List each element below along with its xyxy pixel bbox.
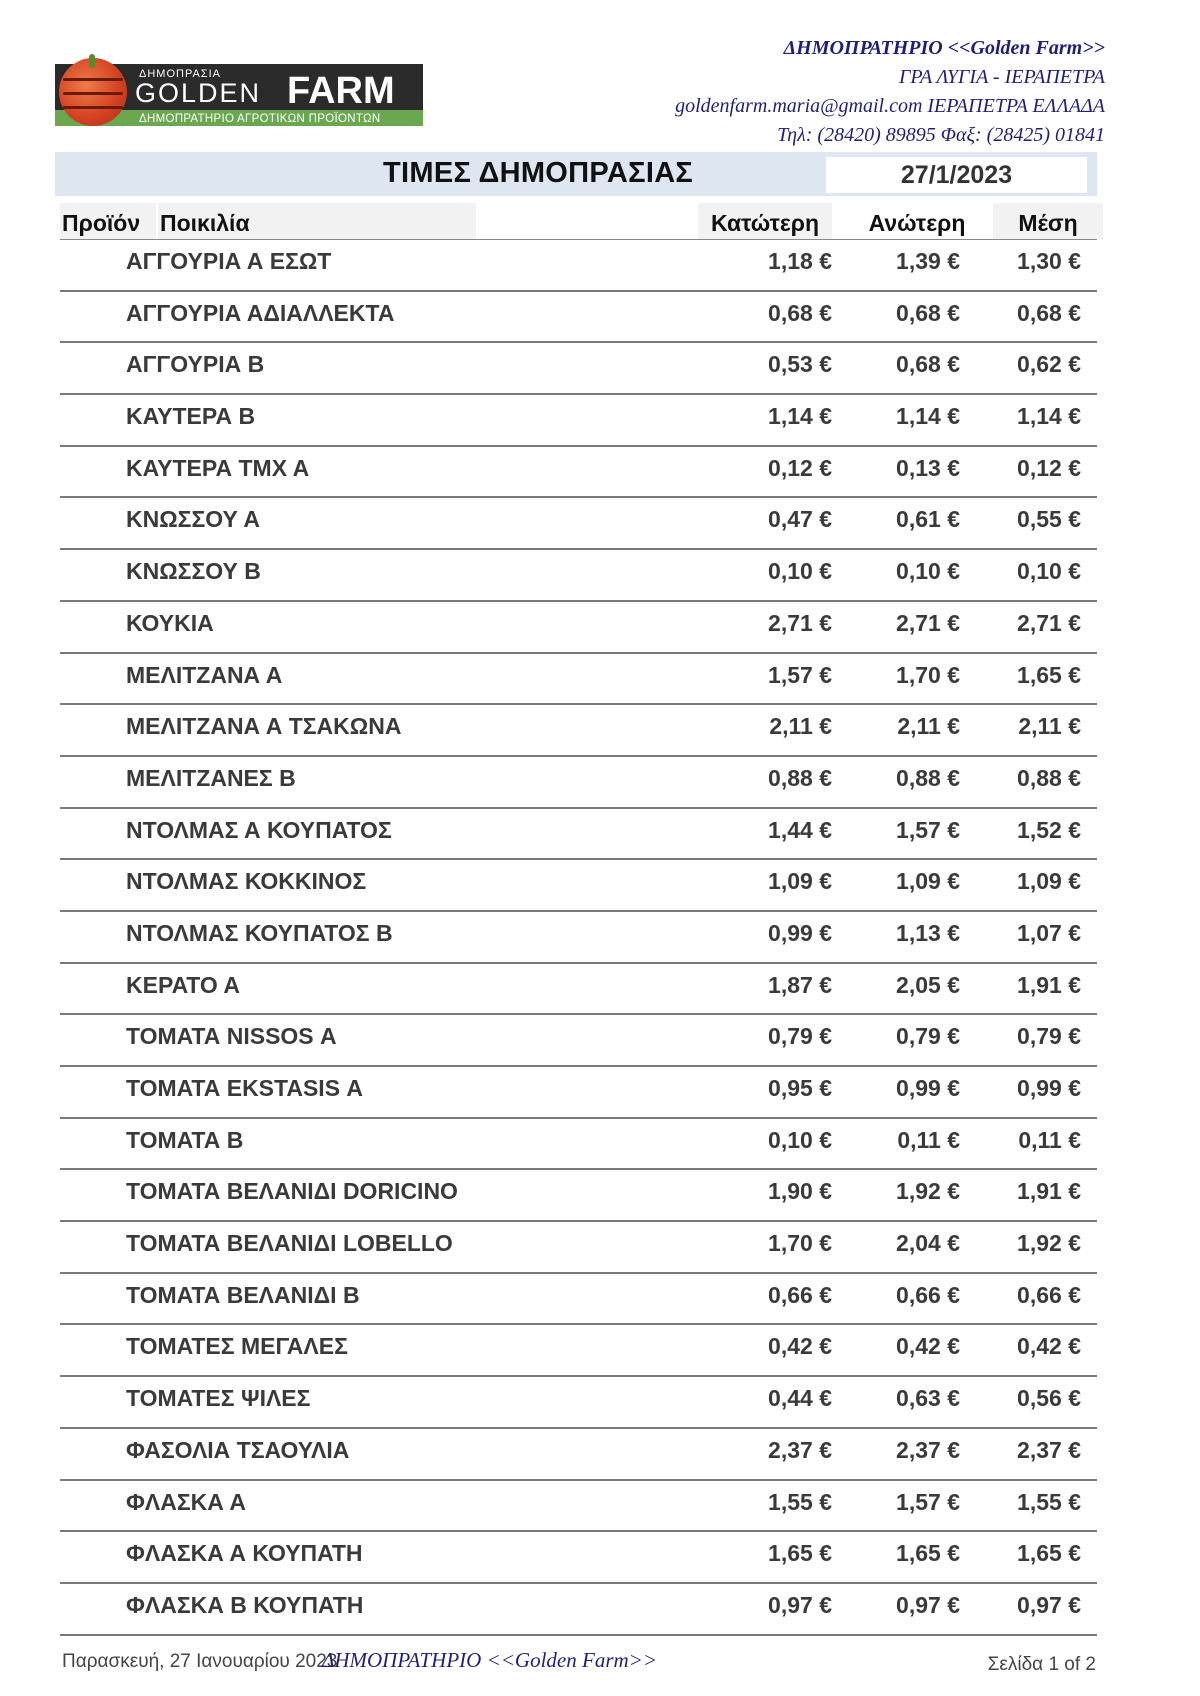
price-low: 1,55 €	[768, 1488, 832, 1515]
table-row	[60, 602, 1097, 654]
footer-date: Παρασκευή, 27 Ιανουαρίου 2023	[62, 1651, 338, 1672]
price-avg: 0,10 €	[1017, 558, 1081, 585]
price-table	[60, 240, 1097, 1636]
price-avg: 0,99 €	[1017, 1075, 1081, 1101]
column-header-variety: Ποικιλία	[158, 203, 476, 239]
price-avg: 1,07 €	[1017, 919, 1081, 946]
product-name: ΤΟΜΑΤΑ ΒΕΛΑΝΙΔΙ Β	[126, 1281, 360, 1308]
table-row	[60, 1119, 1097, 1171]
price-low: 1,87 €	[768, 971, 832, 998]
price-avg: 1,14 €	[1017, 403, 1081, 430]
column-header-low: Κατώτερη	[698, 203, 832, 239]
price-high: 0,61 €	[896, 506, 960, 533]
price-avg: 2,37 €	[1017, 1436, 1081, 1463]
product-name: ΤΟΜΑΤΕΣ ΨΙΛΕΣ	[126, 1385, 311, 1412]
price-avg: 2,71 €	[1017, 609, 1081, 636]
product-name: ΦΛΑΣΚΑ Β ΚΟΥΠΑΤΗ	[126, 1591, 364, 1618]
product-name: ΜΕΛΙΤΖΑΝΑ Α	[126, 661, 283, 688]
table-row	[60, 1584, 1097, 1636]
table-row	[60, 1429, 1097, 1481]
table-row	[60, 1481, 1097, 1533]
price-avg: 0,11 €	[1018, 1126, 1081, 1153]
table-row	[60, 292, 1097, 344]
table-row	[60, 498, 1097, 550]
product-name: ΚΝΩΣΣΟΥ Α	[126, 506, 261, 533]
price-avg: 0,56 €	[1017, 1385, 1081, 1412]
price-avg: 1,52 €	[1017, 816, 1081, 843]
price-high: 1,39 €	[896, 248, 960, 274]
price-high: 0,10 €	[896, 558, 960, 585]
table-row	[60, 654, 1097, 706]
price-avg: 0,12 €	[1017, 454, 1081, 481]
price-low: 0,88 €	[768, 764, 832, 791]
price-high: 0,63 €	[896, 1385, 960, 1412]
product-name: ΚΑΥΤΕΡΑ Β	[126, 403, 256, 430]
price-high: 0,68 €	[896, 351, 960, 378]
price-low: 0,95 €	[768, 1075, 832, 1101]
price-low: 2,71 €	[768, 609, 832, 636]
company-email-line: goldenfarm.maria@gmail.com ΙΕΡΑΠΕΤΡΑ ΕΛΛΑΔΑ	[675, 95, 1105, 117]
company-address-block	[675, 34, 1105, 150]
price-low: 1,18 €	[768, 248, 832, 274]
logo-brand-farm: FARM	[287, 70, 395, 112]
product-name: ΤΟΜΑΤΕΣ ΜΕΓΑΛΕΣ	[126, 1333, 348, 1360]
product-name: ΑΓΓΟΥΡΙΑ Β	[126, 351, 265, 378]
product-name: ΤΟΜΑΤΑ NISSOS Α	[126, 1023, 337, 1050]
price-low: 0,68 €	[768, 299, 832, 326]
price-high: 0,99 €	[896, 1075, 960, 1101]
price-high: 0,42 €	[896, 1333, 960, 1360]
table-row	[60, 1067, 1097, 1119]
table-row	[60, 1222, 1097, 1274]
footer-company: ΔΗΜΟΠΡΑΤΗΡΙΟ <<Golden Farm>>	[322, 1648, 658, 1672]
product-name: ΑΓΓΟΥΡΙΑ ΑΔΙΑΛΛΕΚΤΑ	[126, 299, 395, 326]
tomato-icon	[59, 58, 127, 126]
price-high: 1,92 €	[896, 1178, 960, 1205]
column-header-avg: Μέση	[993, 203, 1103, 239]
price-avg: 1,65 €	[1017, 661, 1081, 688]
product-name: ΜΕΛΙΤΖΑΝΕΣ Β	[126, 764, 296, 791]
price-low: 1,70 €	[768, 1230, 832, 1257]
table-row	[60, 1170, 1097, 1222]
price-low: 1,57 €	[768, 661, 832, 688]
column-header-high: Ανώτερη	[852, 203, 982, 239]
price-high: 0,97 €	[896, 1591, 960, 1618]
price-low: 0,97 €	[768, 1591, 832, 1618]
price-high: 2,37 €	[896, 1436, 960, 1463]
price-low: 0,44 €	[768, 1385, 832, 1412]
price-avg: 0,97 €	[1017, 1591, 1081, 1618]
product-name: ΚΕΡΑΤΟ Α	[126, 971, 240, 998]
price-avg: 1,91 €	[1017, 1178, 1081, 1205]
product-name: ΤΟΜΑΤΑ Β	[126, 1126, 244, 1153]
price-avg: 1,65 €	[1017, 1540, 1081, 1567]
table-row	[60, 1377, 1097, 1429]
price-low: 0,47 €	[768, 506, 832, 533]
price-avg: 1,91 €	[1017, 971, 1081, 998]
price-avg: 1,55 €	[1017, 1488, 1081, 1515]
price-avg: 0,55 €	[1017, 506, 1081, 533]
table-row	[60, 1015, 1097, 1067]
product-name: ΦΛΑΣΚΑ Α	[126, 1488, 246, 1515]
price-high: 1,70 €	[896, 661, 960, 688]
price-low: 1,44 €	[768, 816, 832, 843]
table-row	[60, 809, 1097, 861]
price-low: 0,10 €	[768, 1126, 832, 1153]
price-low: 2,37 €	[768, 1436, 832, 1463]
price-high: 2,05 €	[896, 971, 960, 998]
product-name: ΜΕΛΙΤΖΑΝΑ Α ΤΣΑΚΩΝΑ	[126, 713, 402, 740]
table-row	[60, 757, 1097, 809]
price-avg: 2,11 €	[1018, 713, 1081, 740]
price-low: 0,10 €	[768, 558, 832, 585]
product-name: ΚΟΥΚΙΑ	[126, 609, 214, 636]
price-high: 0,66 €	[896, 1281, 960, 1308]
column-header-product: Προϊόν	[60, 203, 156, 239]
price-high: 1,09 €	[896, 868, 960, 895]
price-high: 1,65 €	[896, 1540, 960, 1567]
logo-subtitle: ΔΗΜΟΠΡΑΤΗΡΙΟ ΑΓΡΟΤΙΚΩΝ ΠΡΟΪΟΝΤΩΝ	[139, 113, 381, 125]
tomato-stem-icon	[89, 54, 95, 68]
price-avg: 0,62 €	[1017, 351, 1081, 378]
price-low: 0,12 €	[768, 454, 832, 481]
table-row	[60, 1532, 1097, 1584]
price-low: 1,90 €	[768, 1178, 832, 1205]
price-low: 2,11 €	[769, 713, 832, 740]
price-low: 1,65 €	[768, 1540, 832, 1567]
price-high: 0,11 €	[897, 1126, 960, 1153]
price-avg: 0,79 €	[1017, 1023, 1081, 1050]
price-low: 0,99 €	[768, 919, 832, 946]
table-row	[60, 964, 1097, 1016]
price-high: 2,04 €	[896, 1230, 960, 1257]
product-name: ΦΑΣΟΛΙΑ ΤΣΑΟΥΛΙΑ	[126, 1436, 350, 1463]
price-low: 0,79 €	[768, 1023, 832, 1050]
product-name: ΝΤΟΛΜΑΣ ΚΟΥΠΑΤΟΣ Β	[126, 919, 393, 946]
product-name: ΚΝΩΣΣΟΥ Β	[126, 558, 261, 585]
price-low: 0,53 €	[768, 351, 832, 378]
table-row	[60, 550, 1097, 602]
company-name: ΔΗΜΟΠΡΑΤΗΡΙΟ <<Golden Farm>>	[783, 37, 1105, 59]
table-row	[60, 860, 1097, 912]
price-avg: 1,30 €	[1017, 248, 1081, 274]
price-low: 1,09 €	[768, 868, 832, 895]
table-row	[60, 447, 1097, 499]
price-high: 1,14 €	[896, 403, 960, 430]
product-name: ΑΓΓΟΥΡΙΑ Α ΕΣΩΤ	[126, 248, 332, 274]
price-low: 0,66 €	[768, 1281, 832, 1308]
product-name: ΝΤΟΛΜΑΣ ΚΟΚΚΙΝΟΣ	[126, 868, 367, 895]
price-high: 2,11 €	[897, 713, 960, 740]
price-low: 0,42 €	[768, 1333, 832, 1360]
table-row	[60, 240, 1097, 292]
footer-page-number: Σελίδα 1 of 2	[987, 1654, 1096, 1675]
logo-top-text: ΔΗΜΟΠΡΑΣΙΑ	[139, 68, 222, 80]
page-title: ΤΙΜΕΣ ΔΗΜΟΠΡΑΣΙΑΣ	[383, 157, 694, 189]
price-avg: 1,92 €	[1017, 1230, 1081, 1257]
logo-brand-golden: GOLDEN	[135, 78, 262, 108]
price-high: 2,71 €	[896, 609, 960, 636]
auction-date: 27/1/2023	[826, 157, 1087, 193]
product-name: ΤΟΜΑΤΑ ΒΕΛΑΝΙΔΙ LOBELLO	[126, 1230, 453, 1257]
company-location: ΓΡΑ ΛΥΓΙΑ - ΙΕΡΑΠΕΤΡΑ	[898, 66, 1105, 88]
price-high: 0,68 €	[896, 299, 960, 326]
price-avg: 0,42 €	[1017, 1333, 1081, 1360]
product-name: ΦΛΑΣΚΑ Α ΚΟΥΠΑΤΗ	[126, 1540, 363, 1567]
price-high: 1,57 €	[896, 1488, 960, 1515]
price-avg: 0,66 €	[1017, 1281, 1081, 1308]
price-high: 1,13 €	[896, 919, 960, 946]
company-phone-line: Τηλ: (28420) 89895 Φαξ: (28425) 01841	[777, 124, 1105, 146]
golden-farm-logo	[55, 52, 423, 126]
title-band	[55, 152, 1097, 196]
table-row	[60, 912, 1097, 964]
product-name: ΝΤΟΛΜΑΣ Α ΚΟΥΠΑΤΟΣ	[126, 816, 392, 843]
product-name: ΚΑΥΤΕΡΑ ΤΜΧ Α	[126, 454, 310, 481]
table-row	[60, 1274, 1097, 1326]
table-row	[60, 343, 1097, 395]
table-row	[60, 395, 1097, 447]
table-row	[60, 1325, 1097, 1377]
product-name: ΤΟΜΑΤΑ ΒΕΛΑΝΙΔΙ DORICINO	[126, 1178, 458, 1205]
product-name: ΤΟΜΑΤΑ EKSTASIS Α	[126, 1075, 364, 1101]
price-avg: 0,68 €	[1017, 299, 1081, 326]
price-high: 0,79 €	[896, 1023, 960, 1050]
price-low: 1,14 €	[768, 403, 832, 430]
table-row	[60, 705, 1097, 757]
price-high: 0,88 €	[896, 764, 960, 791]
price-avg: 0,88 €	[1017, 764, 1081, 791]
price-high: 1,57 €	[896, 816, 960, 843]
price-avg: 1,09 €	[1017, 868, 1081, 895]
price-high: 0,13 €	[896, 454, 960, 481]
